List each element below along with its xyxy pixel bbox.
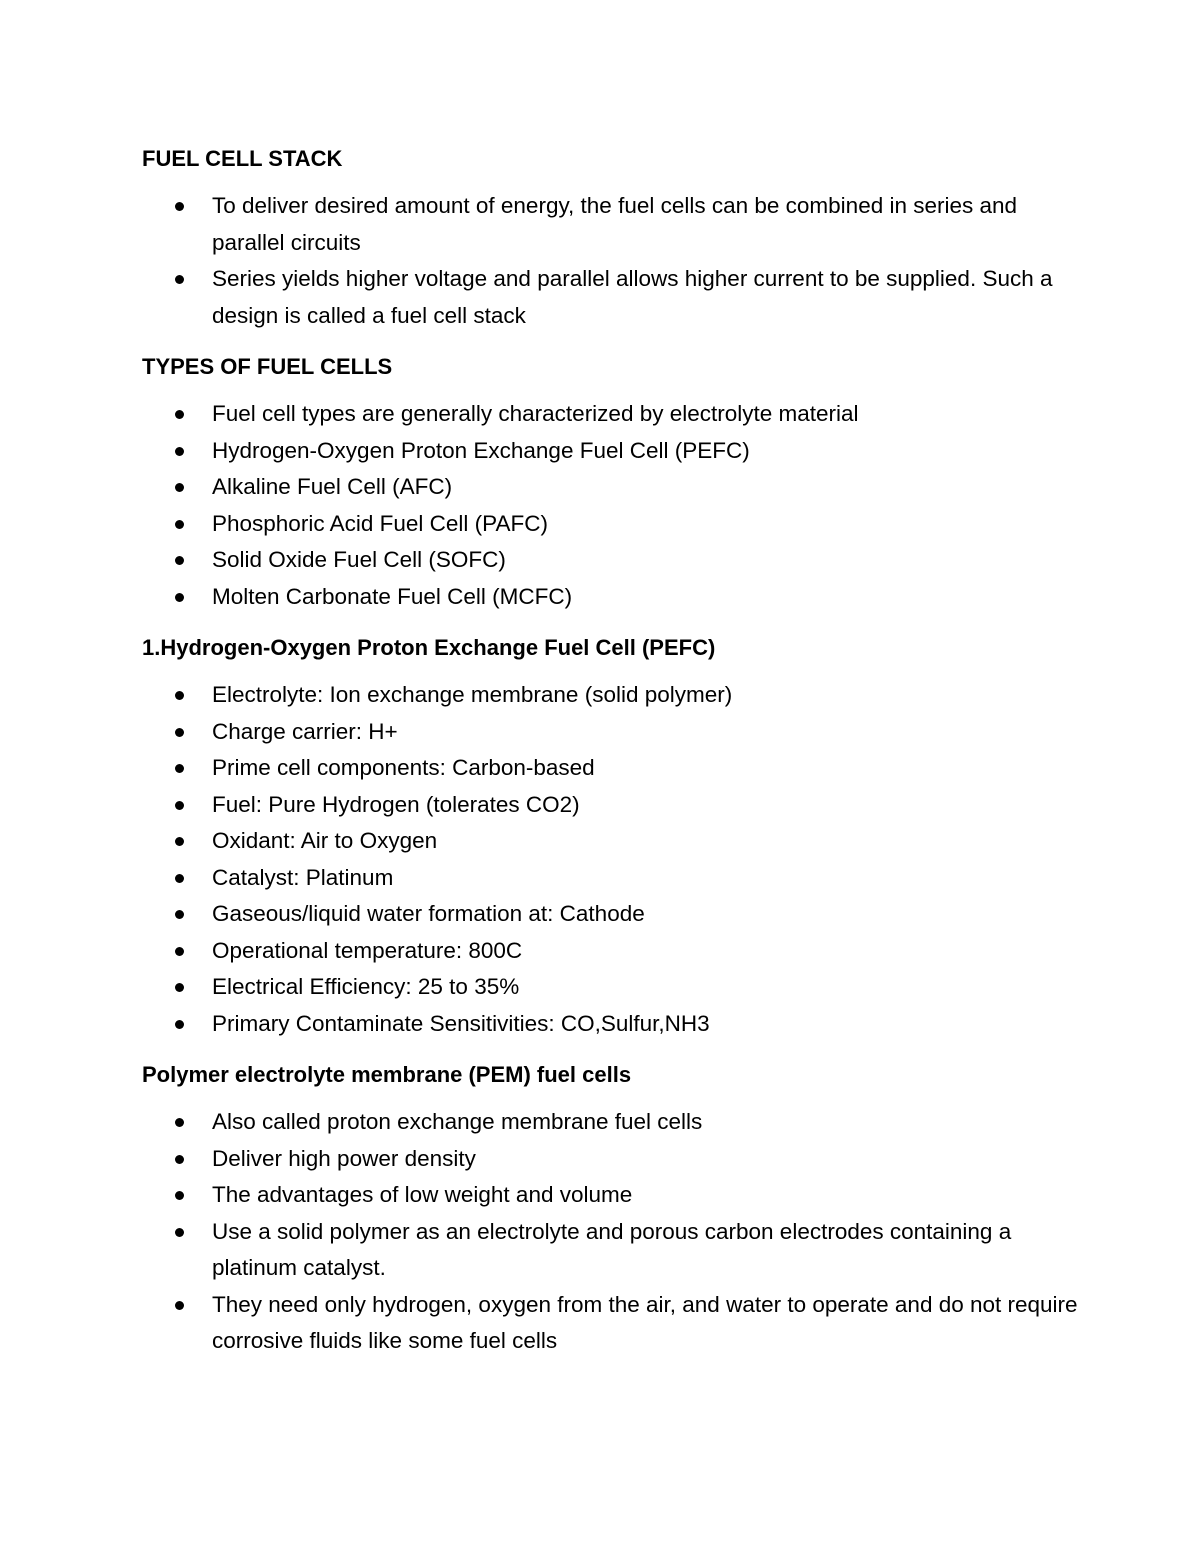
list-item bbox=[142, 714, 1082, 751]
list-item-text: To deliver desired amount of energy, the fuel cells can be combined in series and parallel circuits bbox=[212, 193, 1018, 255]
list-item bbox=[142, 579, 1082, 616]
list-item-text: Prime cell components: Carbon-based bbox=[212, 755, 595, 780]
list-item-text: Charge carrier: H+ bbox=[212, 718, 398, 744]
list-item bbox=[142, 933, 1082, 970]
list-item bbox=[142, 1141, 1082, 1178]
list-item-text: Fuel: Pure Hydrogen (tolerates CO2) bbox=[212, 791, 580, 817]
list-item bbox=[142, 677, 1082, 714]
list-item-text: The advantages of low weight and volume bbox=[212, 1182, 633, 1207]
list-item-text: Phosphoric Acid Fuel Cell (PAFC) bbox=[212, 510, 548, 536]
list-item-text: Deliver high power density bbox=[212, 1145, 476, 1171]
section-heading: TYPES OF FUEL CELLS bbox=[142, 354, 393, 379]
list-item bbox=[142, 969, 1082, 1006]
list-item bbox=[142, 506, 1082, 543]
list-item-text: Hydrogen-Oxygen Proton Exchange Fuel Cell (PEFC) bbox=[212, 437, 750, 463]
list-item-text: Solid Oxide Fuel Cell (SOFC) bbox=[212, 547, 506, 572]
list-item-text: Primary Contaminate Sensitivities: CO,Sulfur,NH3 bbox=[212, 1010, 710, 1036]
list-item bbox=[142, 1214, 1082, 1287]
list-item-text: Gaseous/liquid water formation at: Cathode bbox=[212, 901, 645, 926]
section-heading: 1.Hydrogen-Oxygen Proton Exchange Fuel Cell (PEFC) bbox=[142, 635, 716, 660]
list-item bbox=[142, 860, 1082, 897]
bullet-list bbox=[142, 188, 1082, 334]
list-item-text: Series yields higher voltage and parallel allows higher current to be supplied. Such a design is called a fuel cell stack bbox=[212, 266, 1053, 328]
list-item-text: Electrolyte: Ion exchange membrane (solid polymer) bbox=[212, 682, 733, 707]
document-page bbox=[142, 140, 1082, 1374]
bullet-list bbox=[142, 1104, 1082, 1360]
list-item bbox=[142, 469, 1082, 506]
list-item-text: Fuel cell types are generally characterized by electrolyte material bbox=[212, 401, 859, 426]
list-item bbox=[142, 261, 1082, 334]
list-item bbox=[142, 542, 1082, 579]
list-item bbox=[142, 1006, 1082, 1043]
section-fuel-cell-stack bbox=[142, 140, 1082, 334]
list-item-text: Alkaline Fuel Cell (AFC) bbox=[212, 474, 453, 499]
list-item-text: Operational temperature: 800C bbox=[212, 937, 523, 963]
list-item-text: Molten Carbonate Fuel Cell (MCFC) bbox=[212, 583, 573, 609]
list-item-text: Oxidant: Air to Oxygen bbox=[212, 828, 438, 853]
bullet-list bbox=[142, 677, 1082, 1042]
list-item bbox=[142, 1177, 1082, 1214]
list-item-text: Catalyst: Platinum bbox=[212, 864, 394, 890]
list-item-text: Use a solid polymer as an electrolyte and porous carbon electrodes containing a platinum catalyst. bbox=[212, 1218, 1012, 1280]
section-types-of-fuel-cells bbox=[142, 348, 1082, 615]
list-item bbox=[142, 433, 1082, 470]
section-pem-fuel-cells bbox=[142, 1056, 1082, 1360]
list-item-text: They need only hydrogen, oxygen from the air, and water to operate and do not require corrosive fluids like some fuel cells bbox=[212, 1291, 1078, 1353]
list-item bbox=[142, 188, 1082, 261]
list-item bbox=[142, 1287, 1082, 1360]
list-item-text: Also called proton exchange membrane fuel cells bbox=[212, 1109, 703, 1134]
list-item bbox=[142, 787, 1082, 824]
list-item bbox=[142, 823, 1082, 860]
section-pefc bbox=[142, 629, 1082, 1042]
list-item bbox=[142, 896, 1082, 933]
section-heading: FUEL CELL STACK bbox=[142, 146, 343, 171]
list-item bbox=[142, 396, 1082, 433]
list-item bbox=[142, 750, 1082, 787]
section-heading: Polymer electrolyte membrane (PEM) fuel cells bbox=[142, 1062, 632, 1087]
bullet-list bbox=[142, 396, 1082, 615]
list-item bbox=[142, 1104, 1082, 1141]
list-item-text: Electrical Efficiency: 25 to 35% bbox=[212, 974, 520, 999]
